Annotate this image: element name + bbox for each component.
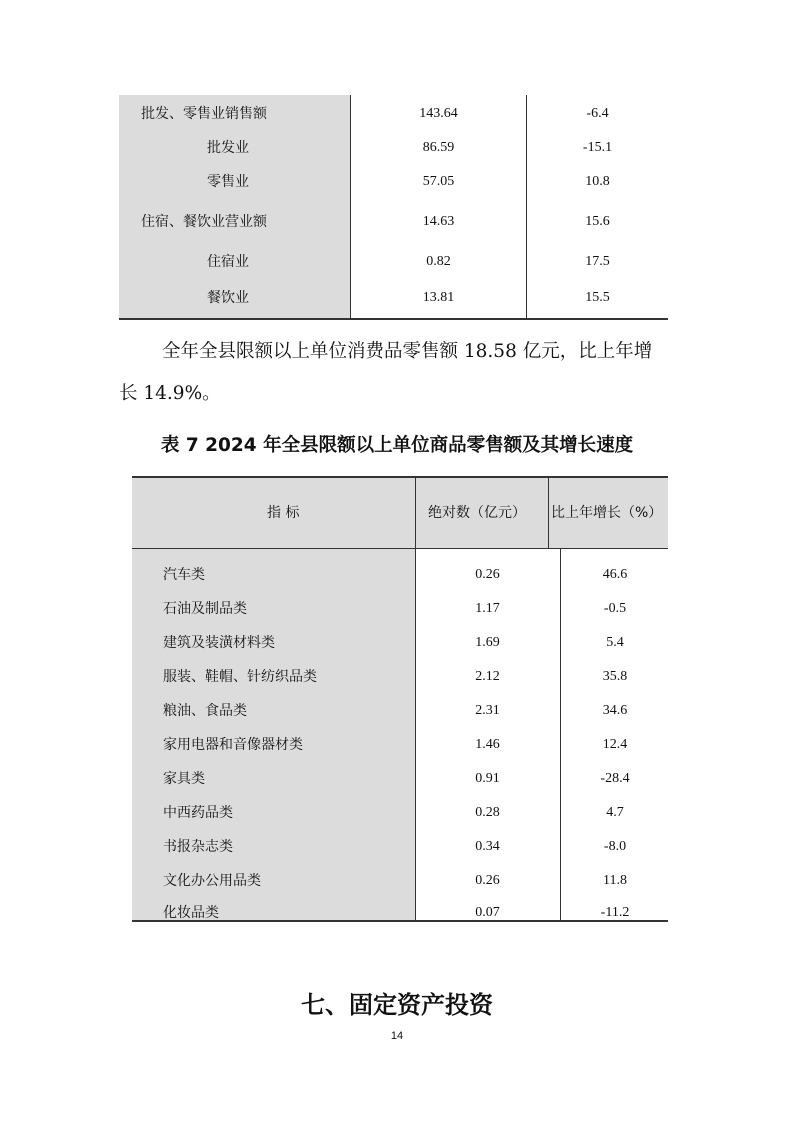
- row-growth: 11.8: [603, 873, 627, 888]
- row-value: 86.59: [422, 140, 455, 155]
- row-value: 0.82: [426, 254, 451, 269]
- row-label: 住宿业: [207, 254, 249, 270]
- column-divider: [560, 549, 561, 922]
- header-bottom-rule: [132, 548, 668, 549]
- retail-sales-by-category-table: [132, 476, 668, 922]
- row-value: 13.81: [422, 290, 455, 305]
- row-label: 批发业: [207, 140, 249, 156]
- row-value: 2.12: [475, 669, 500, 684]
- row-label: 家用电器和音像器材类: [163, 737, 303, 753]
- row-value: 0.26: [475, 567, 500, 582]
- row-value: 0.28: [475, 805, 500, 820]
- row-label: 中西药品类: [163, 805, 233, 821]
- label-column-shading: [119, 95, 351, 319]
- row-label: 文化办公用品类: [163, 873, 261, 889]
- row-label: 粮油、食品类: [163, 703, 247, 719]
- row-growth: 15.5: [585, 290, 610, 305]
- row-value: 143.64: [419, 106, 458, 121]
- row-growth: 17.5: [585, 254, 610, 269]
- column-divider: [350, 95, 351, 319]
- row-growth: -11.2: [600, 905, 630, 920]
- header-absolute-value: 绝对数（亿元）: [428, 505, 526, 521]
- row-value: 57.05: [422, 174, 455, 189]
- page-number: 14: [390, 1030, 404, 1042]
- row-value: 0.07: [475, 905, 500, 920]
- row-growth: 4.7: [606, 805, 624, 820]
- row-value: 0.34: [475, 839, 500, 854]
- table-bottom-rule: [119, 318, 668, 320]
- row-growth: 5.4: [606, 635, 624, 650]
- row-growth: -0.5: [603, 601, 627, 616]
- retail-sales-table-continued: [119, 95, 668, 319]
- row-value: 2.31: [475, 703, 500, 718]
- table-top-rule: [132, 476, 668, 478]
- row-growth: 34.6: [602, 703, 628, 718]
- row-label: 建筑及装潢材料类: [163, 635, 275, 651]
- row-value: 0.26: [475, 873, 500, 888]
- row-value: 1.46: [475, 737, 500, 752]
- row-growth: 46.6: [602, 567, 628, 582]
- row-growth: 15.6: [585, 214, 610, 229]
- section-heading: 七、固定资产投资: [301, 991, 493, 1019]
- header-column-divider: [548, 476, 549, 549]
- row-growth: -6.4: [586, 106, 609, 121]
- row-label: 服装、鞋帽、针纺织品类: [163, 669, 317, 685]
- row-value: 0.91: [475, 771, 500, 786]
- row-growth: -28.4: [600, 771, 630, 786]
- row-label: 零售业: [207, 174, 249, 190]
- row-growth: 12.4: [602, 737, 628, 752]
- row-growth: 35.8: [602, 669, 628, 684]
- row-value: 1.17: [475, 601, 500, 616]
- column-divider: [526, 95, 527, 319]
- header-indicator: 指 标: [267, 505, 300, 521]
- row-label: 书报杂志类: [163, 839, 233, 855]
- table-caption: 表 7 2024 年全县限额以上单位商品零售额及其增长速度: [160, 435, 634, 456]
- header-growth-rate: 比上年增长（%）: [551, 505, 663, 521]
- row-value: 1.69: [475, 635, 500, 650]
- row-label: 化妆品类: [163, 905, 219, 921]
- summary-paragraph-line-2: 长 14.9%。: [119, 383, 221, 404]
- row-label: 石油及制品类: [163, 601, 247, 617]
- row-growth: -8.0: [603, 839, 627, 854]
- row-growth: 10.8: [585, 174, 610, 189]
- row-label: 家具类: [163, 771, 205, 787]
- row-label: 批发、零售业销售额: [141, 106, 267, 122]
- row-value: 14.63: [422, 214, 455, 229]
- row-label: 住宿、餐饮业营业额: [141, 214, 267, 230]
- row-label: 汽车类: [163, 567, 205, 583]
- summary-paragraph-line-1: 全年全县限额以上单位消费品零售额 18.58 亿元，比上年增: [162, 341, 653, 362]
- row-label: 餐饮业: [207, 290, 249, 306]
- row-growth: -15.1: [582, 140, 613, 155]
